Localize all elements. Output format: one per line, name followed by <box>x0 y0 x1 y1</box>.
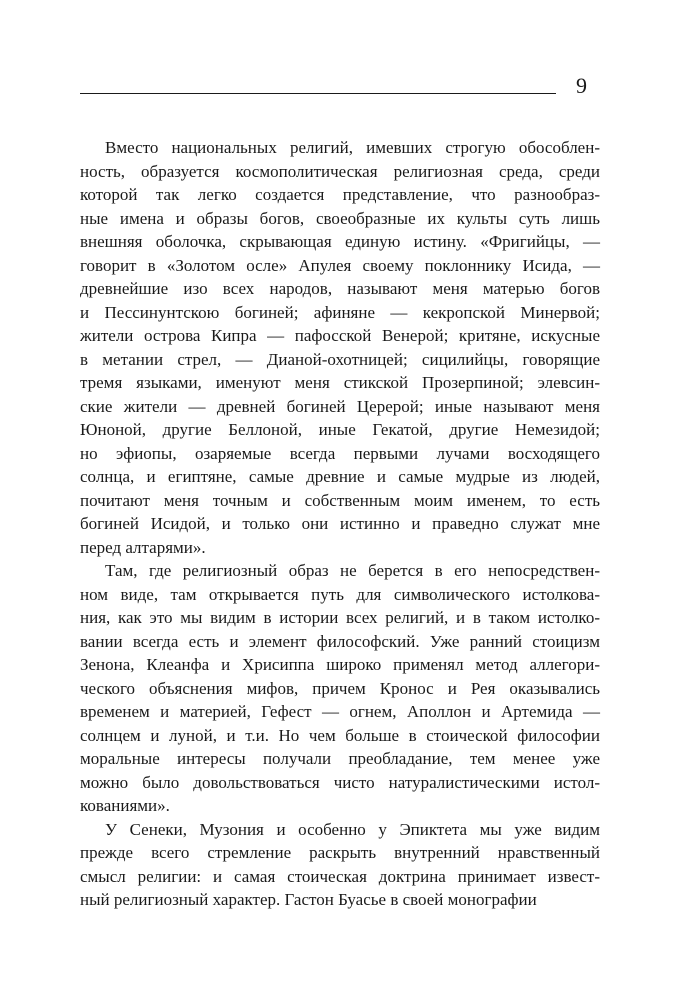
text-line: Вместо национальных религий, имевших строгую обособлен- <box>105 138 600 157</box>
text-line: внешняя оболочка, скрывающая единую истину. «Фригийцы, — <box>80 232 600 251</box>
text-line: говорит в «Золотом осле» Апулея своему поклоннику Исида, — <box>80 255 600 275</box>
text-line: кованиями». <box>80 796 170 815</box>
text-line: ность, образуется космополитическая религиозная среда, среди <box>80 161 600 181</box>
text-line: смысл религии: и самая стоическая доктрина принимает извест- <box>80 866 600 886</box>
text-line: Юноной, другие Беллоной, иные Гекатой, другие Немезидой; <box>80 420 600 439</box>
body-text <box>80 136 600 912</box>
text-line: солнца, и египтяне, самые древние и самые мудрые из людей, <box>80 467 600 486</box>
text-line: и Пессинунтскою богиней; афиняне — кекропской Минервой; <box>80 302 600 322</box>
text-line: перед алтарями». <box>80 537 206 557</box>
text-line: ские жители — древней богиней Церерой; иные называют меня <box>80 396 600 416</box>
text-line: почитают меня точным и собственным моим именем, то есть <box>80 490 600 510</box>
text-line: в метании стрел, — Дианой-охотницей; сицилийцы, говорящие <box>80 349 600 369</box>
text-line: Зенона, Клеанфа и Хрисиппа широко применял метод аллегори- <box>80 655 600 674</box>
text-line: У Сенеки, Музония и особенно у Эпиктета мы уже видим <box>105 819 600 839</box>
text-line: солнцем и луной, и т.и. Но чем больше в стоической философии <box>80 725 600 745</box>
text-line: моральные интересы получали преобладание, тем менее уже <box>80 749 600 768</box>
paragraph <box>80 818 600 912</box>
text-line: которой так легко создается представление, что разнообраз- <box>80 185 600 204</box>
text-line: Там, где религиозный образ не берется в его непосредствен- <box>105 561 600 580</box>
page-number: 9 <box>576 73 587 98</box>
text-line: ческого объяснения мифов, причем Кронос и Рея оказывались <box>80 678 600 698</box>
text-line: ном виде, там открывается путь для символического истолкова- <box>80 584 600 604</box>
text-line: но эфиопы, озаряемые всегда первыми лучами восходящего <box>80 443 600 463</box>
text-line: ный религиозный характер. Гастон Буасье в своей монографии <box>80 890 537 909</box>
text-line: тремя языками, именуют меня стикской Прозерпиной; элевсин- <box>80 373 600 392</box>
text-line: можно было довольствоваться чисто натуралистическими истол- <box>80 772 600 792</box>
text-line: временем и материей, Гефест — огнем, Аполлон и Артемида — <box>80 702 600 721</box>
text-line: жители острова Кипра — пафосской Венерой; критяне, искусные <box>80 326 600 345</box>
text-line: прежде всего стремление раскрыть внутренний нравственный <box>80 843 600 862</box>
text-line: ные имена и образы богов, своеобразные их культы суть лишь <box>80 208 600 228</box>
text-line: ния, как это мы видим в истории всех религий, и в таком истолко- <box>80 608 600 627</box>
text-line: древнейшие изо всех народов, называют меня матерью богов <box>80 279 600 298</box>
text-line: богиней Исидой, и только они истинно и праведно служат мне <box>80 514 600 533</box>
paragraph <box>80 559 600 818</box>
paragraph <box>80 136 600 559</box>
text-line: вании всегда есть и элемент философский. Уже ранний стоицизм <box>80 631 600 651</box>
header-rule <box>80 93 556 94</box>
